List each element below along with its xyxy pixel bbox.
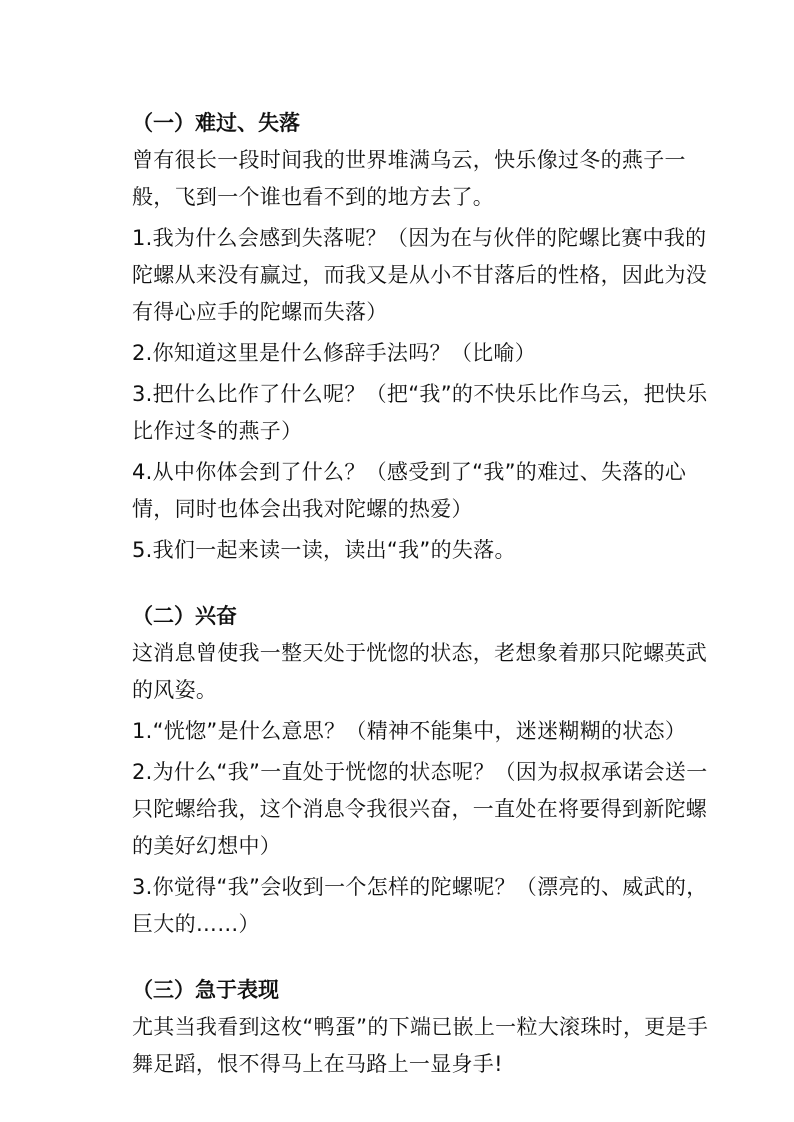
section-heading: （三）急于表现 [132,978,279,1002]
section-heading: （一）难过、失落 [132,111,300,135]
question-item: 1.“恍惚”是什么意思？（精神不能集中，迷迷糊糊的状态） [132,719,687,743]
section-3 [132,971,712,1083]
section-2 [132,597,712,943]
question-item: 5.我们一起来读一读，读出“我”的失落。 [132,538,516,562]
section-spacer [132,947,712,971]
paragraph: 这消息曾使我一整天处于恍惚的状态，老想象着那只陀螺英武的风姿。 [132,641,708,702]
question-item: 2.你知道这里是什么修辞手法吗？（比喻） [132,341,537,365]
paragraph: 尤其当我看到这枚“鸭蛋”的下端已嵌上一粒大滚珠时，更是手舞足蹈，恨不得马上在马路上一显身手! [132,1015,709,1076]
document-page [132,104,712,1087]
section-1 [132,104,712,569]
question-item: 3.你觉得“我”会收到一个怎样的陀螺呢？（漂亮的、威武的，巨大的……） [132,875,708,936]
question-item: 4.从中你体会到了什么？（感受到了“我”的难过、失落的心情，同时也体会出我对陀螺的热爱） [132,460,687,521]
question-item: 1.我为什么会感到失落呢？（因为在与伙伴的陀螺比赛中我的陀螺从来没有赢过，而我又是从小不甘落后的性格，因此为没有得心应手的陀螺而失落） [132,226,708,324]
paragraph: 曾有很长一段时间我的世界堆满乌云，快乐像过冬的燕子一般，飞到一个谁也看不到的地方去了。 [132,148,686,209]
question-item: 2.为什么“我”一直处于恍惚的状态呢？（因为叔叔承诺会送一只陀螺给我，这个消息令我很兴奋，一直处在将要得到新陀螺的美好幻想中） [132,760,708,858]
section-spacer [132,573,712,597]
question-item: 3.把什么比作了什么呢？（把“我”的不快乐比作乌云，把快乐比作过冬的燕子） [132,382,708,443]
section-heading: （二）兴奋 [132,604,237,628]
